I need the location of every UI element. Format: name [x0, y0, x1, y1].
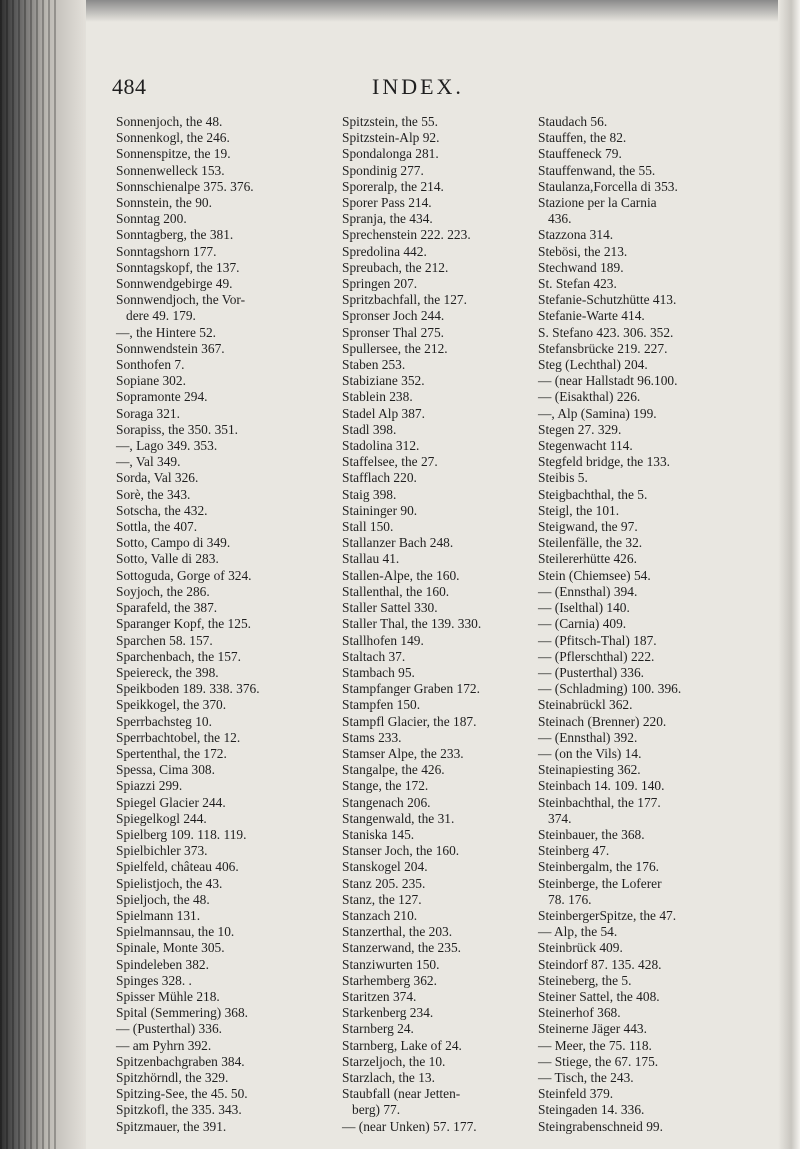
index-entry: Soyjoch, the 286. — [116, 583, 210, 599]
index-entry: Speikboden 189. 338. 376. — [116, 681, 260, 697]
index-entry: Spredolina 442. — [342, 243, 427, 259]
index-entry: Springen 207. — [342, 276, 418, 292]
index-entry: Sonnwendgebirge 49. — [116, 276, 233, 292]
index-entry: Stadel Alp 387. — [342, 405, 425, 421]
index-entry: Sonntagshorn 177. — [116, 243, 217, 259]
index-entry: Sonnschienalpe 375. 376. — [116, 178, 254, 194]
index-entry: dere 49. 179. — [126, 308, 196, 324]
index-entry: Staltach 37. — [342, 648, 406, 664]
index-entry: — (Pfitsch-Thal) 187. — [538, 632, 657, 648]
index-entry: Stauffeneck 79. — [538, 146, 622, 162]
index-entry: Spitzing-See, the 45. 50. — [116, 1086, 248, 1102]
index-entry: Steinbauer, the 368. — [538, 826, 645, 842]
index-entry: Sparafeld, the 387. — [116, 600, 218, 616]
index-entry: Stambach 95. — [342, 664, 415, 680]
index-entry: Stampfanger Graben 172. — [342, 681, 480, 697]
index-entry: Stauffen, the 82. — [538, 130, 627, 146]
index-entry: Steineberg, the 5. — [538, 972, 632, 988]
index-entry: Staniska 145. — [342, 826, 415, 842]
index-entry: Stampfl Glacier, the 187. — [342, 713, 477, 729]
index-entry: Spielbichler 373. — [116, 843, 208, 859]
index-entry: — (Ennsthal) 392. — [538, 729, 638, 745]
index-entry: Starzeljoch, the 10. — [342, 1053, 446, 1069]
index-entry: Spiegelkogl 244. — [116, 810, 207, 826]
index-entry: Sonnenjoch, the 48. — [116, 114, 223, 129]
index-entry: —, Val 349. — [116, 454, 181, 470]
index-entry: Sorapiss, the 350. 351. — [116, 421, 238, 437]
index-entry: Stampfen 150. — [342, 697, 421, 713]
index-entry: Stanzach 210. — [342, 907, 418, 923]
index-entry: Sottoguda, Gorge of 324. — [116, 567, 252, 583]
index-entry: Starnberg, Lake of 24. — [342, 1037, 462, 1053]
index-entry: Sparchenbach, the 157. — [116, 648, 241, 664]
index-entry: Sporer Pass 214. — [342, 195, 432, 211]
index-entry: Sonnenkogl, the 246. — [116, 130, 230, 146]
index-entry: Stallanzer Bach 248. — [342, 535, 454, 551]
index-entry: Spielmann 131. — [116, 907, 201, 923]
index-entry: Steinapiesting 362. — [538, 762, 641, 778]
index-entry: Stazione per la Carnia — [538, 195, 657, 211]
index-entry: Spielistjoch, the 43. — [116, 875, 223, 891]
index-entry: Spronser Joch 244. — [342, 308, 445, 324]
index-entry: Staubfall (near Jetten- — [342, 1086, 461, 1102]
index-entry: — Meer, the 75. 118. — [538, 1037, 652, 1053]
index-entry: Stams 233. — [342, 729, 402, 745]
index-entry: Stegenwacht 114. — [538, 438, 633, 454]
index-entry: Steilenfälle, the 32. — [538, 535, 643, 551]
index-entry: Spitzmauer, the 391. — [116, 1118, 227, 1134]
index-entry: Sprechenstein 222. 223. — [342, 227, 471, 243]
index-entry: Stebösi, the 213. — [538, 243, 628, 259]
index-entry: Stanskogel 204. — [342, 859, 428, 875]
index-entry: — (Ennsthal) 394. — [538, 583, 638, 599]
index-entry: Stanser Joch, the 160. — [342, 843, 460, 859]
index-entry: Spessa, Cima 308. — [116, 762, 215, 778]
index-entry: Sorda, Val 326. — [116, 470, 199, 486]
index-entry: —, the Hintere 52. — [116, 324, 217, 340]
top-edge-shadow — [86, 0, 800, 22]
index-entry: Spondalonga 281. — [342, 146, 439, 162]
index-entry: SteinbergerSpitze, the 47. — [538, 907, 677, 923]
index-entry: Steinbrück 409. — [538, 940, 623, 956]
index-entry: Stamser Alpe, the 233. — [342, 745, 464, 761]
index-entry: Spritzbachfall, the 127. — [342, 292, 467, 308]
index-entry: Sparchen 58. 157. — [116, 632, 213, 648]
index-entry: — (Iselthal) 140. — [538, 600, 630, 616]
index-entry: — (Pflerschthal) 222. — [538, 648, 655, 664]
index-entry: Sonntag 200. — [116, 211, 187, 227]
index-entry: — (near Hallstadt 96.100. — [538, 373, 678, 389]
index-entry: Steingrabenschneid 99. — [538, 1118, 663, 1134]
index-entry: Stazzona 314. — [538, 227, 614, 243]
index-entry: Steindorf 87. 135. 428. — [538, 956, 662, 972]
index-entry: Steigl, the 101. — [538, 502, 620, 518]
index-entry: Stanz, the 127. — [342, 891, 422, 907]
index-entry: Steigbachthal, the 5. — [538, 486, 648, 502]
index-entry: Stallenthal, the 160. — [342, 583, 450, 599]
index-entry: Steigwand, the 97. — [538, 519, 638, 535]
index-entry: Staudach 56. — [538, 114, 608, 129]
index-entry: Stall 150. — [342, 519, 394, 535]
index-entry: —, Lago 349. 353. — [116, 438, 218, 454]
right-page-edge — [778, 0, 800, 1149]
index-entry: Spieljoch, the 48. — [116, 891, 210, 907]
index-column-1 — [116, 114, 342, 1135]
index-entry: — (Pusterthal) 336. — [116, 1021, 222, 1037]
index-entry: Spital (Semmering) 368. — [116, 1005, 249, 1021]
index-entry: Stablein 238. — [342, 389, 413, 405]
index-entry: Sonnwendjoch, the Vor- — [116, 292, 246, 308]
index-entry: Stangalpe, the 426. — [342, 762, 445, 778]
index-entry: — (near Unken) 57. 177. — [342, 1118, 477, 1134]
index-entry: Spreubach, the 212. — [342, 259, 449, 275]
index-entry: — Alp, the 54. — [538, 924, 618, 940]
index-entry: Sperrbachsteg 10. — [116, 713, 212, 729]
index-entry: Spranja, the 434. — [342, 211, 433, 227]
index-entry: Stange, the 172. — [342, 778, 429, 794]
index-entry: Sopramonte 294. — [116, 389, 208, 405]
index-entry: Sonnwendstein 367. — [116, 340, 225, 356]
index-entry: berg) 77. — [352, 1102, 401, 1118]
index-entry: Spiazzi 299. — [116, 778, 183, 794]
index-entry: Staffelsee, the 27. — [342, 454, 438, 470]
index-entry: Spisser Mühle 218. — [116, 988, 220, 1004]
index-entry: Staininger 90. — [342, 502, 418, 518]
index-entry: Steinfeld 379. — [538, 1086, 614, 1102]
index-entry: Stegen 27. 329. — [538, 421, 622, 437]
index-entry: Sonnstein, the 90. — [116, 195, 212, 211]
index-entry: Steinach (Brenner) 220. — [538, 713, 667, 729]
index-entry: S. Stefano 423. 306. 352. — [538, 324, 674, 340]
index-entry: St. Stefan 423. — [538, 276, 617, 292]
index-entry: Steinberg 47. — [538, 843, 610, 859]
index-entry: Sorè, the 343. — [116, 486, 191, 502]
index-entry: Steinbach 14. 109. 140. — [538, 778, 665, 794]
index-entry: Spitzstein, the 55. — [342, 114, 438, 129]
index-entry: Stegfeld bridge, the 133. — [538, 454, 671, 470]
index-entry: Stefanie-Warte 414. — [538, 308, 645, 324]
index-entry: Staig 398. — [342, 486, 397, 502]
index-entry: Stangenwald, the 31. — [342, 810, 455, 826]
index-entry: Staben 253. — [342, 357, 406, 373]
index-entry: Staulanza,Forcella di 353. — [538, 178, 678, 194]
index-entry: Speiereck, the 398. — [116, 664, 219, 680]
index-entry: 436. — [548, 211, 572, 227]
index-entry: Starhemberg 362. — [342, 972, 437, 988]
index-column-3 — [538, 114, 778, 1135]
index-entry: Spinale, Monte 305. — [116, 940, 225, 956]
index-entry: Sonnenspitze, the 19. — [116, 146, 231, 162]
index-entry: Sparanger Kopf, the 125. — [116, 616, 251, 632]
index-entry: Spitzstein-Alp 92. — [342, 130, 440, 146]
index-entry: Sopiane 302. — [116, 373, 186, 389]
index-entry: Spertenthal, the 172. — [116, 745, 227, 761]
page-header — [112, 74, 762, 104]
index-entry: Spielberg 109. 118. 119. — [116, 826, 247, 842]
index-entry: Stafflach 220. — [342, 470, 417, 486]
index-entry: Stechwand 189. — [538, 259, 624, 275]
index-entry: Sotscha, the 432. — [116, 502, 208, 518]
index-entry: — am Pyhrn 392. — [116, 1037, 212, 1053]
index-entry: Stauffenwand, the 55. — [538, 162, 656, 178]
index-entry: Steilererhütte 426. — [538, 551, 637, 567]
index-entry: Stallhofen 149. — [342, 632, 424, 648]
index-entry: Spindeleben 382. — [116, 956, 209, 972]
index-entry: Stanz 205. 235. — [342, 875, 426, 891]
index-column-2 — [342, 114, 538, 1135]
index-entry: Starkenberg 234. — [342, 1005, 434, 1021]
index-entry: Spitzhörndl, the 329. — [116, 1069, 229, 1085]
index-entry: Stanzerwand, the 235. — [342, 940, 461, 956]
index-entry: Sonthofen 7. — [116, 357, 185, 373]
index-entry: Speikkogel, the 370. — [116, 697, 227, 713]
index-entry: Stein (Chiemsee) 54. — [538, 567, 651, 583]
index-entry: Stefansbrücke 219. 227. — [538, 340, 668, 356]
index-entry: Spitzkofl, the 335. 343. — [116, 1102, 242, 1118]
index-entry: Stangenach 206. — [342, 794, 431, 810]
running-head: INDEX. — [372, 74, 464, 99]
index-entry: 78. 176. — [548, 891, 592, 907]
index-entry: Staller Thal, the 139. 330. — [342, 616, 482, 632]
index-entry: Soraga 321. — [116, 405, 180, 421]
index-entry: — (Schladming) 100. 396. — [538, 681, 682, 697]
index-entry: Steinbachthal, the 177. — [538, 794, 661, 810]
index-entry: Steingaden 14. 336. — [538, 1102, 645, 1118]
index-entry: Steinerne Jäger 443. — [538, 1021, 647, 1037]
book-spine-shadow — [0, 0, 86, 1149]
index-entry: Sotto, Valle di 283. — [116, 551, 219, 567]
index-entry: Staritzen 374. — [342, 988, 417, 1004]
index-entry: Stadolina 312. — [342, 438, 420, 454]
index-entry: Steinabrückl 362. — [538, 697, 633, 713]
index-entry: Steiner Sattel, the 408. — [538, 988, 660, 1004]
index-entry: Sperrbachtobel, the 12. — [116, 729, 241, 745]
page-number: 484 — [112, 74, 147, 99]
index-entry: Steibis 5. — [538, 470, 588, 486]
index-entry: Steg (Lechthal) 204. — [538, 357, 648, 373]
index-entry: Stadl 398. — [342, 421, 397, 437]
index-entry: Spitzenbachgraben 384. — [116, 1053, 245, 1069]
index-entry: Spielfeld, château 406. — [116, 859, 239, 875]
index-entry: — (on the Vils) 14. — [538, 745, 642, 761]
index-entry: —, Alp (Samina) 199. — [538, 405, 657, 421]
index-entry: Steinberge, the Loferer — [538, 875, 662, 891]
index-entry: Starzlach, the 13. — [342, 1069, 435, 1085]
index-entry: Staller Sattel 330. — [342, 600, 438, 616]
index-entry: — Stiege, the 67. 175. — [538, 1053, 659, 1069]
index-entry: Stanzerthal, the 203. — [342, 924, 453, 940]
index-entry: Stallen-Alpe, the 160. — [342, 567, 460, 583]
index-entry: Sonntagberg, the 381. — [116, 227, 234, 243]
index-entry: Steinbergalm, the 176. — [538, 859, 659, 875]
index-entry: Sottla, the 407. — [116, 519, 198, 535]
index-entry: — Tisch, the 243. — [538, 1069, 634, 1085]
index-entry: Spinges 328. . — [116, 972, 192, 988]
index-entry: Steinerhof 368. — [538, 1005, 621, 1021]
index-entry: Stabiziane 352. — [342, 373, 425, 389]
index-entry: Sporeralp, the 214. — [342, 178, 444, 194]
index-entry: — (Pusterthal) 336. — [538, 664, 644, 680]
index-entry: Stefanie-Schutzhütte 413. — [538, 292, 677, 308]
index-entry: Spielmannsau, the 10. — [116, 924, 235, 940]
index-entry: Spullersee, the 212. — [342, 340, 448, 356]
index-entry: Starnberg 24. — [342, 1021, 414, 1037]
index-entry: Stallau 41. — [342, 551, 400, 567]
index-entry: Sotto, Campo di 349. — [116, 535, 231, 551]
index-entry: Stanziwurten 150. — [342, 956, 440, 972]
index-entry: Spronser Thal 275. — [342, 324, 445, 340]
index-entry: — (Carnia) 409. — [538, 616, 627, 632]
index-entry: — (Eisakthal) 226. — [538, 389, 641, 405]
index-entry: Spondinig 277. — [342, 162, 424, 178]
index-entry: Sonntagskopf, the 137. — [116, 259, 240, 275]
index-entry: 374. — [548, 810, 572, 826]
index-entry: Sonnenwelleck 153. — [116, 162, 225, 178]
index-entry: Spiegel Glacier 244. — [116, 794, 226, 810]
